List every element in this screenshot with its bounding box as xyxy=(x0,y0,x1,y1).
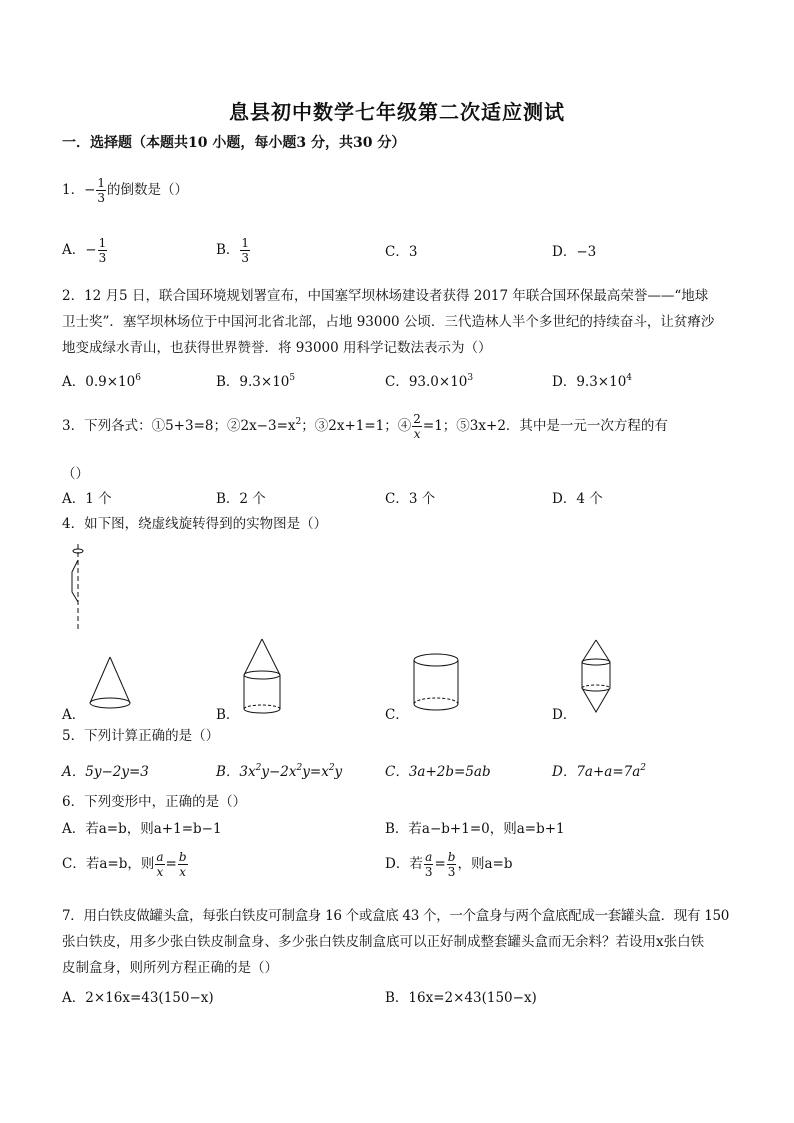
question-1 xyxy=(62,176,188,205)
q7-option-a: A．2×16x=43(150−x) xyxy=(62,990,214,1006)
section-heading: 一．选择题（本题共10 小题，每小题3 分，共30 分） xyxy=(62,135,406,151)
q1-b-den: 3 xyxy=(241,251,250,265)
q1-prefix: 1．− xyxy=(62,182,96,198)
q4-option-b: B． xyxy=(216,707,240,723)
bottom-cone xyxy=(582,688,610,712)
q6-c-equals: = xyxy=(165,856,177,872)
q5-option-a: A．5y−2y=3 xyxy=(62,764,149,780)
q1-b-fraction xyxy=(240,236,250,265)
middle-ellipse xyxy=(244,671,280,679)
cone-right-edge xyxy=(110,657,130,703)
q5-b-exp2: 2 xyxy=(296,763,303,773)
q3-line-2: （） xyxy=(62,466,89,482)
q2-c-exp: 3 xyxy=(467,373,474,383)
q5-b-part4: y xyxy=(334,764,343,780)
q5-b-part2: y−2x xyxy=(261,764,297,780)
cylinder-bottom-back xyxy=(244,705,280,709)
question-3 xyxy=(62,412,668,441)
q3-option-b: B．2 个 xyxy=(216,491,266,507)
lower-ellipse-front xyxy=(582,688,610,691)
q6-c-num2: b xyxy=(178,850,187,864)
q5-d-base: D．7a+a=7a xyxy=(552,764,641,780)
q2-c-base: C．93.0×10 xyxy=(385,374,468,390)
q1-fraction xyxy=(96,176,106,205)
q6-d-prefix: D．若 xyxy=(385,856,423,872)
q6-c-num1: a xyxy=(156,850,164,864)
q6-d-den2: 3 xyxy=(447,865,456,879)
q4-option-d-double-cone-cylinder xyxy=(580,638,614,716)
q4-option-c-cylinder xyxy=(412,652,462,714)
q6-option-d xyxy=(385,850,512,879)
top-cone-left-edge xyxy=(244,639,262,675)
q2-option-a xyxy=(62,370,141,390)
q6-d-den1: 3 xyxy=(424,865,433,879)
q3-option-a: A．1 个 xyxy=(62,491,112,507)
q2-line-3: 地变成绿水青山，也获得世界赞誉．将 93000 用科学记数法表示为（） xyxy=(62,340,492,356)
question-4: 4．如下图，绕虚线旋转得到的实物图是（） xyxy=(62,516,328,532)
q3-part-3: =1；⑤3x+2．其中是一元一次方程的有 xyxy=(422,418,668,434)
page-title: 息县初中数学七年级第二次适应测试 xyxy=(229,100,565,124)
q4-option-a: A． xyxy=(62,707,86,723)
q2-d-base: D．9.3×10 xyxy=(552,374,627,390)
q6-c-frac-2 xyxy=(178,850,188,879)
q5-option-d xyxy=(552,760,646,780)
q2-line-2: 卫士奖”．塞罕坝林场位于中国河北省北部，占地 93000 公顷．三代造林人半个多世纪的持续奋斗，让贫瘠沙 xyxy=(62,314,715,330)
q4-option-a-cone xyxy=(88,655,134,713)
q2-option-b xyxy=(216,370,295,390)
cylinder-bottom-front xyxy=(414,704,458,710)
q4-option-c: C． xyxy=(385,707,409,723)
q6-c-den2: x xyxy=(179,865,187,879)
lower-ellipse-back xyxy=(582,685,610,688)
cylinder-bottom-front xyxy=(244,709,280,713)
q4-figure-shape xyxy=(60,540,100,632)
q7-line-2: 张白铁皮，用多少张白铁皮制盒身、多少张白铁皮制盒底可以正好制成整套罐头盒而无余料？若设用x张白铁 xyxy=(62,934,705,950)
q1-b-label: B． xyxy=(216,242,240,258)
q6-d-suffix: ，则a=b xyxy=(457,856,513,872)
q5-option-b xyxy=(216,760,342,780)
q1-option-d: D．−3 xyxy=(552,244,597,260)
q2-a-exp: 6 xyxy=(135,373,141,383)
q5-b-part3: y=x xyxy=(302,764,329,780)
q2-line-1: 2．12 月5 日，联合国环境规划署宣布，中国塞罕坝林场建设者获得 2017 年联合国环保最高荣誉——“地球 xyxy=(62,288,709,304)
q2-option-c xyxy=(385,370,473,390)
q6-c-frac-1 xyxy=(155,850,164,879)
q2-option-d xyxy=(552,370,632,390)
q1-a-fraction xyxy=(98,236,108,265)
q3-frac-num: 2 xyxy=(413,412,421,426)
q2-b-exp: 5 xyxy=(289,373,296,383)
q6-option-c xyxy=(62,850,189,879)
cylinder-top xyxy=(414,654,458,666)
q2-b-base: B．9.3×10 xyxy=(216,374,290,390)
q6-d-frac-2 xyxy=(447,850,457,879)
question-6: 6．下列变形中，正确的是（） xyxy=(62,794,247,810)
q7-line-1: 7．用白铁皮做罐头盒，每张白铁皮可制盒身 16 个或盒底 43 个，一个盒身与两个盒底配成一套罐头盒．现有 150 xyxy=(62,908,730,924)
q1-frac-num: 1 xyxy=(97,176,106,190)
q1-option-c: C．3 xyxy=(385,244,418,260)
q4-option-b-cone-cylinder xyxy=(242,637,284,717)
q6-d-frac-1 xyxy=(424,850,434,879)
q1-a-label: A．− xyxy=(62,242,97,258)
q5-b-exp3: 2 xyxy=(328,763,335,773)
cone-base xyxy=(90,698,130,708)
q5-d-exp: 2 xyxy=(640,763,647,773)
q3-option-d: D．4 个 xyxy=(552,491,603,507)
q5-option-c: C．3a+2b=5ab xyxy=(385,764,491,780)
q1-suffix: 的倒数是（） xyxy=(107,182,189,198)
q1-option-b xyxy=(216,236,251,265)
q3-option-c: C．3 个 xyxy=(385,491,436,507)
q4-shape-outline xyxy=(72,560,78,602)
q1-b-num: 1 xyxy=(241,236,250,250)
q6-d-equals: = xyxy=(434,856,446,872)
q7-option-b: B．16x=2×43(150−x) xyxy=(385,990,537,1006)
upper-ellipse xyxy=(582,659,610,665)
q6-c-prefix: C．若a=b，则 xyxy=(62,856,155,872)
question-5: 5．下列计算正确的是（） xyxy=(62,728,220,744)
q6-c-den1: x xyxy=(156,865,164,879)
q1-frac-den: 3 xyxy=(97,191,106,205)
q3-fraction xyxy=(412,412,422,441)
q1-a-den: 3 xyxy=(98,251,107,265)
q1-a-num: 1 xyxy=(98,236,107,250)
q6-option-a: A．若a=b，则a+1=b−1 xyxy=(62,821,222,837)
q5-b-exp1: 2 xyxy=(255,763,262,773)
q3-frac-den: x xyxy=(413,427,421,441)
q6-d-num1: a xyxy=(425,850,433,864)
q6-d-num2: b xyxy=(447,850,456,864)
q2-a-base: A．0.9×10 xyxy=(62,374,136,390)
q3-part-1: 3．下列各式：①5+3=8；②2x−3=x xyxy=(62,418,296,434)
top-cone-right-edge xyxy=(262,639,280,675)
q1-option-a xyxy=(62,236,108,265)
q5-b-part1: B．3x xyxy=(216,764,256,780)
q2-d-exp: 4 xyxy=(626,373,633,383)
cylinder-bottom-back xyxy=(414,698,458,704)
q3-part-2: ；③2x+1=1；④ xyxy=(301,418,412,434)
cone-left-edge xyxy=(90,657,110,703)
q4-option-d: D． xyxy=(552,707,577,723)
q7-line-3: 皮制盒身，则所列方程正确的是（） xyxy=(62,960,278,976)
q6-option-b: B．若a−b+1=0，则a=b+1 xyxy=(385,821,565,837)
q3-part-1-exp: 2 xyxy=(295,417,302,427)
